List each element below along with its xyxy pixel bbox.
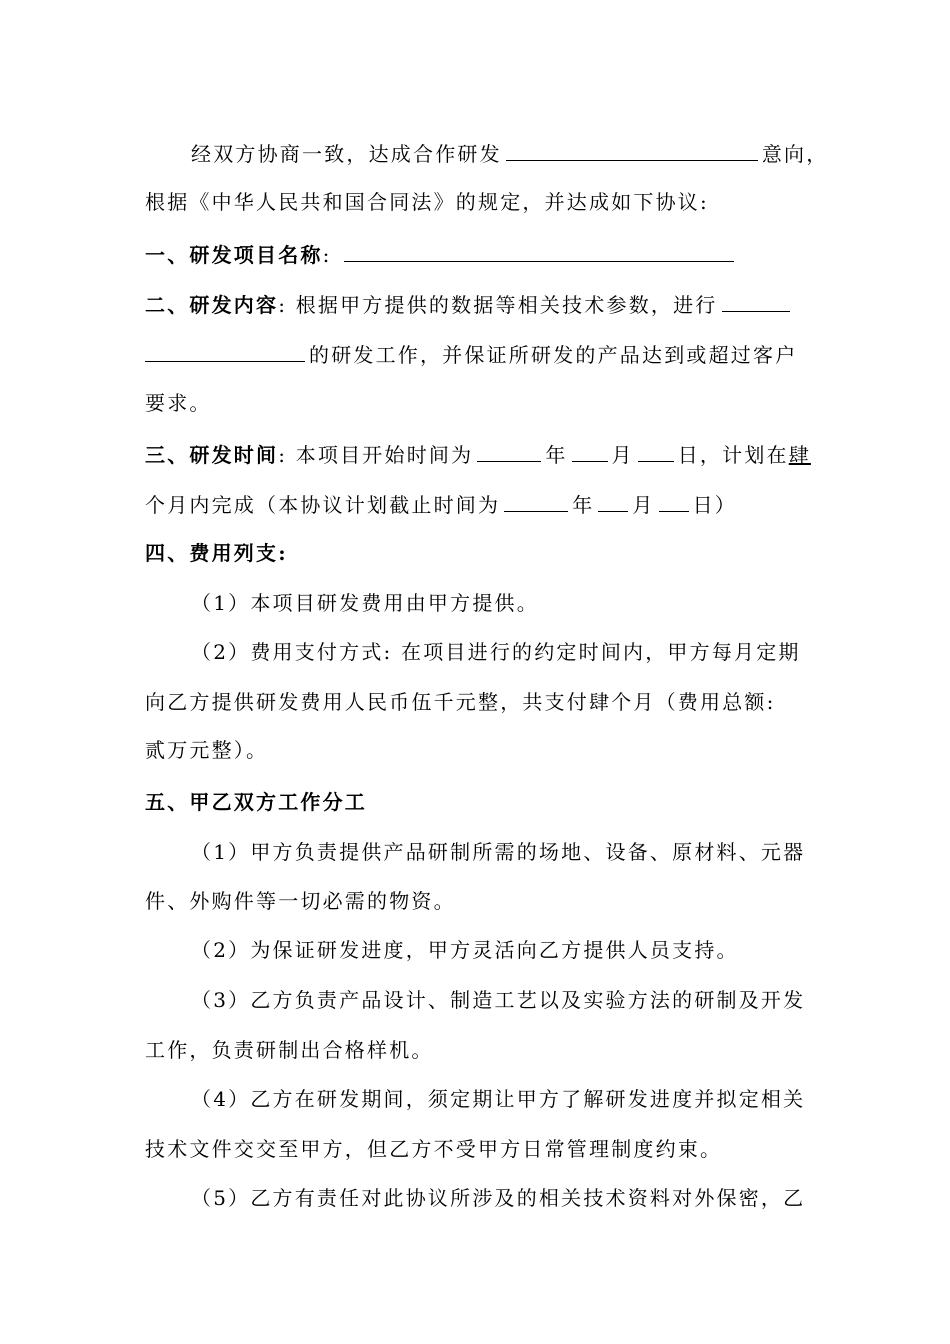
- section-4-p2-line-1: （2）费用支付方式: 在项目进行的约定时间内，甲方每月定期: [191, 640, 801, 664]
- section-5-p3-line-2: 工作，负责研制出合格样机。: [145, 1038, 434, 1062]
- section-3-line-1: [145, 439, 811, 469]
- section-5-p1-line-2: 件、外购件等一切必需的物资。: [145, 889, 456, 913]
- section-4-p2-line-3: 贰万元整）。: [145, 738, 269, 762]
- intro-text-b: 意向，: [761, 142, 829, 166]
- project-blank: [506, 138, 758, 161]
- section-5-p1-line-1: （1）甲方负责提供产品研制所需的场地、设备、原材料、元器: [191, 840, 806, 864]
- section-1-colon: :: [322, 243, 332, 267]
- year-label: 年: [545, 443, 568, 467]
- section-2-line-2: [145, 339, 797, 369]
- section-5-p4-line-1: （4）乙方在研发期间，须定期让甲方了解研发进度并拟定相关: [191, 1087, 806, 1111]
- start-day-blank: [638, 439, 674, 462]
- section-2-title: 二、研发内容: [145, 293, 279, 317]
- section-4-title: 四、费用列支:: [145, 541, 288, 565]
- intro-text-a: 经双方协商一致，达成合作研发: [191, 142, 502, 166]
- month-label: 月: [611, 443, 634, 467]
- section-4-p1: （1）本项目研发费用由甲方提供。: [191, 591, 539, 615]
- end-day-blank: [659, 489, 689, 512]
- section-5-p2: （2）为保证研发进度，甲方灵活向乙方提供人员支持。: [191, 938, 739, 962]
- start-year-blank: [477, 439, 541, 462]
- end-day-label: 日）: [692, 493, 738, 517]
- end-year-label: 年: [572, 493, 595, 517]
- section-2-text-b: 的研发工作，并保证所研发的产品达到或超过客户: [309, 343, 798, 367]
- content-blank-1: [722, 289, 790, 312]
- day-label: 日，计划在: [677, 443, 789, 467]
- content-blank-2: [145, 339, 305, 362]
- section-4-p2-line-2: 向乙方提供研发费用人民币伍千元整，共支付肆个月（费用总额:: [145, 690, 776, 714]
- section-3-text-a: : 本项目开始时间为: [278, 443, 474, 467]
- section-3-text-b: 个月内完成（本协议计划截止时间为: [145, 493, 501, 517]
- intro-line-1: [191, 138, 828, 168]
- project-name-blank: [344, 239, 734, 262]
- end-month-blank: [598, 489, 628, 512]
- end-month-label: 月: [632, 493, 655, 517]
- section-1-line: [145, 239, 738, 269]
- section-2-line-3: 要求。: [145, 391, 212, 415]
- section-2-line-1: [145, 289, 794, 319]
- section-3-title: 三、研发时间: [145, 443, 279, 467]
- section-2-text-a: : 根据甲方提供的数据等相关技术参数，进行: [278, 293, 718, 317]
- section-5-p3-line-1: （3）乙方负责产品设计、制造工艺以及实验方法的研制及开发: [191, 988, 806, 1012]
- section-5-p4-line-2: 技术文件交交至甲方，但乙方不受甲方日常管理制度约束。: [145, 1137, 723, 1161]
- start-month-blank: [572, 439, 608, 462]
- section-5-title: 五、甲乙双方工作分工: [145, 790, 367, 814]
- months-count: 肆: [788, 443, 811, 467]
- end-year-blank: [504, 489, 568, 512]
- section-3-line-2: [145, 489, 737, 519]
- section-1-title: 一、研发项目名称: [145, 243, 323, 267]
- section-5-p5-line-1: （5）乙方有责任对此协议所涉及的相关技术资料对外保密，乙: [191, 1186, 806, 1210]
- intro-line-2: 根据《中华人民共和国合同法》的规定，并达成如下协议:: [145, 190, 709, 214]
